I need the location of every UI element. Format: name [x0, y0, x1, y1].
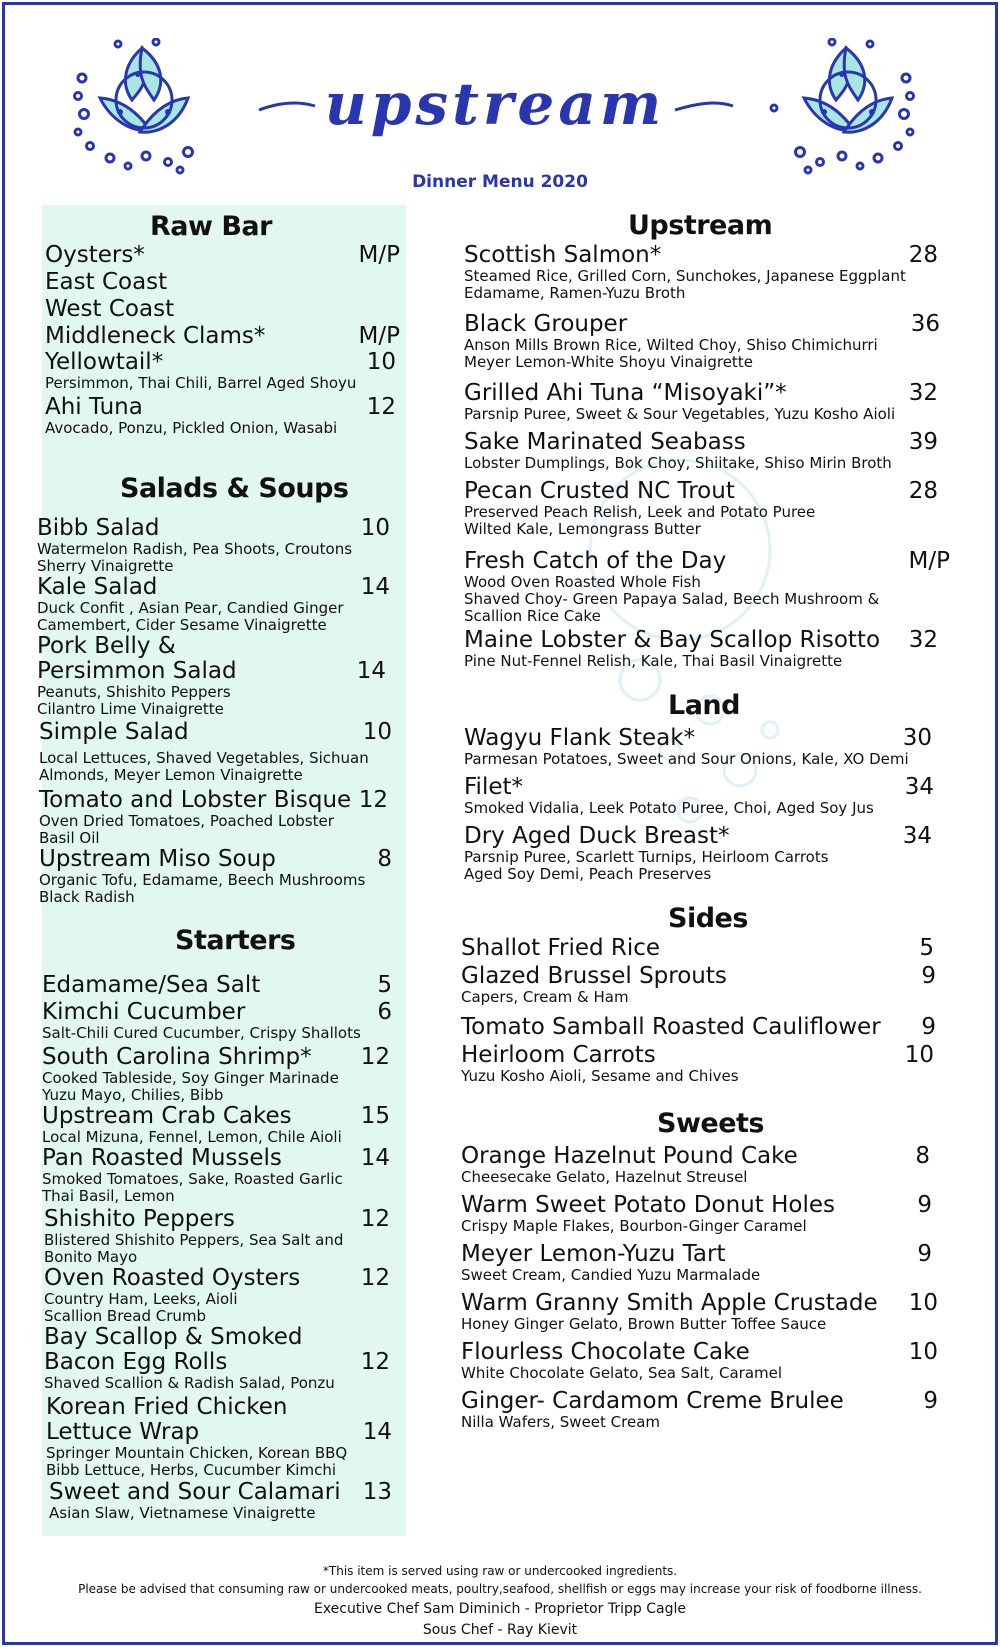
item-name: Glazed Brussel Sprouts — [461, 963, 727, 989]
menu-item — [39, 720, 369, 784]
item-price: 14 — [360, 574, 390, 600]
item-price: 34 — [902, 823, 932, 849]
item-description: Oven Dried Tomatoes, Poached Lobster — [39, 812, 334, 830]
item-name: Heirloom Carrots — [461, 1042, 656, 1068]
menu-item — [45, 324, 265, 349]
item-name: Grilled Ahi Tuna “Misoyaki”* — [464, 380, 787, 406]
item-description: Springer Mountain Chicken, Korean BBQ — [46, 1444, 348, 1462]
item-description: Country Ham, Leeks, Aioli — [44, 1290, 238, 1308]
item-price: 12 — [360, 1044, 390, 1070]
item-price: 5 — [919, 935, 934, 961]
item-name: Upstream Crab Cakes — [42, 1103, 292, 1129]
item-description: Shaved Scallion & Radish Salad, Ponzu — [44, 1374, 335, 1392]
item-price: 8 — [377, 846, 392, 872]
menu-item — [464, 312, 878, 371]
starters-title: Starters — [175, 925, 296, 956]
item-description: Sweet Cream, Candied Yuzu Marmalade — [461, 1266, 761, 1284]
item-name: South Carolina Shrimp* — [42, 1044, 312, 1070]
item-name: Persimmon Salad — [37, 658, 237, 684]
item-price: M/P — [358, 242, 400, 268]
item-price: 6 — [377, 999, 392, 1025]
item-description: Yuzu Mayo, Chilies, Bibb — [42, 1086, 224, 1104]
item-price: 32 — [908, 380, 938, 406]
item-description: Lobster Dumplings, Bok Choy, Shiitake, Shiso Mirin Broth — [464, 454, 892, 472]
menu-item — [46, 1395, 347, 1479]
menu-item — [45, 243, 145, 268]
item-name: Oysters* — [45, 242, 145, 268]
menu-item — [461, 1291, 878, 1333]
item-price: 9 — [923, 1388, 938, 1414]
menu-item — [464, 243, 906, 302]
sides-title: Sides — [668, 903, 748, 934]
item-price: 30 — [902, 725, 932, 751]
menu-item — [464, 479, 815, 538]
menu-item — [37, 516, 352, 575]
item-name: Tomato and Lobster Bisque — [39, 787, 352, 813]
menu-item — [464, 726, 909, 768]
item-name: Tomato Samball Roasted Cauliflower — [461, 1014, 881, 1040]
item-name: East Coast — [45, 269, 168, 295]
item-description: Aged Soy Demi, Peach Preserves — [464, 865, 712, 883]
item-name: Wagyu Flank Steak* — [464, 725, 696, 751]
item-name: Black Grouper — [464, 311, 628, 337]
item-description: Camembert, Cider Sesame Vinaigrette — [37, 616, 327, 634]
item-description: Watermelon Radish, Pea Shoots, Croutons — [37, 540, 353, 558]
item-price: 9 — [921, 963, 936, 989]
item-price: 14 — [356, 658, 386, 684]
item-description: Bibb Lettuce, Herbs, Cucumber Kimchi — [46, 1461, 336, 1479]
item-price: 12 — [366, 394, 396, 420]
menu-subtitle: Dinner Menu 2020 — [412, 172, 588, 192]
item-description: Persimmon, Thai Chili, Barrel Aged Shoyu — [45, 374, 357, 392]
health-advisory: Please be advised that consuming raw or undercooked meats, poultry,seafood, shellfish or eggs may increase your risk of foodborne illness. — [78, 1582, 922, 1596]
item-description: Crispy Maple Flakes, Bourbon-Ginger Caramel — [461, 1217, 807, 1235]
menu-item — [461, 936, 660, 961]
item-name: Bacon Egg Rolls — [44, 1349, 228, 1375]
item-price: 12 — [358, 787, 388, 813]
item-name: Scottish Salmon* — [464, 242, 662, 268]
item-name: Bay Scallop & Smoked — [44, 1324, 303, 1350]
item-name: Shishito Peppers — [44, 1206, 235, 1232]
item-price: 15 — [360, 1103, 390, 1129]
item-price: M/P — [358, 323, 400, 349]
item-name: Dry Aged Duck Breast* — [464, 823, 730, 849]
menu-item — [44, 1266, 300, 1325]
upstream-title: Upstream — [628, 210, 773, 241]
item-description: Salt-Chili Cured Cucumber, Crispy Shallots — [42, 1024, 361, 1042]
item-description: Meyer Lemon-White Shoyu Vinaigrette — [464, 353, 753, 371]
item-description: Wood Oven Roasted Whole Fish — [464, 573, 701, 591]
raw-ingredient-note: *This item is served using raw or undercooked ingredients. — [322, 1564, 678, 1578]
item-name: Warm Sweet Potato Donut Holes — [461, 1192, 835, 1218]
item-description: Basil Oil — [39, 829, 100, 847]
item-price: 8 — [915, 1143, 930, 1169]
item-description: Pine Nut-Fennel Relish, Kale, Thai Basil Vinaigrette — [464, 652, 843, 670]
menu-item — [464, 381, 895, 423]
item-description: Scallion Bread Crumb — [44, 1307, 207, 1325]
menu-item — [44, 1207, 343, 1266]
menu-item — [464, 824, 829, 883]
menu-item — [49, 1480, 341, 1522]
item-name: Middleneck Clams* — [45, 323, 266, 349]
item-name: Shallot Fried Rice — [461, 935, 661, 961]
item-description: Edamame, Ramen-Yuzu Broth — [464, 284, 686, 302]
land-title: Land — [668, 690, 740, 721]
item-name: Pecan Crusted NC Trout — [464, 478, 735, 504]
item-description: Shaved Choy- Green Papaya Salad, Beech Mushroom & — [464, 590, 880, 608]
menu-item — [42, 1146, 343, 1205]
item-description: Parsnip Puree, Sweet & Sour Vegetables, Yuzu Kosho Aioli — [464, 405, 896, 423]
item-price: 32 — [908, 627, 938, 653]
item-name: Bibb Salad — [37, 515, 160, 541]
item-description: Local Mizuna, Fennel, Lemon, Chile Aioli — [42, 1128, 342, 1146]
item-description: Steamed Rice, Grilled Corn, Sunchokes, Japanese Eggplant — [464, 267, 906, 285]
item-name: Korean Fried Chicken — [46, 1394, 288, 1420]
raw-bar-title: Raw Bar — [150, 211, 272, 242]
menu-item — [461, 1144, 798, 1186]
item-name: Kale Salad — [37, 574, 158, 600]
menu-item — [461, 1193, 835, 1235]
menu-item — [45, 270, 167, 295]
item-price: 9 — [921, 1014, 936, 1040]
item-description: Almonds, Meyer Lemon Vinaigrette — [39, 766, 303, 784]
item-name: Simple Salad — [39, 719, 189, 745]
menu-item — [45, 395, 337, 437]
menu-item — [464, 430, 892, 472]
brand-name: upstream — [324, 70, 666, 138]
item-name: Meyer Lemon-Yuzu Tart — [461, 1241, 726, 1267]
menu-item — [461, 1389, 844, 1431]
item-name: Flourless Chocolate Cake — [461, 1339, 750, 1365]
item-price: 10 — [908, 1290, 938, 1316]
menu-item — [461, 1340, 782, 1382]
menu-item — [45, 297, 174, 322]
item-price: 12 — [360, 1265, 390, 1291]
item-description: Blistered Shishito Peppers, Sea Salt and — [44, 1231, 344, 1249]
item-description: Anson Mills Brown Rice, Wilted Choy, Shiso Chimichurri — [464, 336, 878, 354]
item-description: Scallion Rice Cake — [464, 607, 601, 625]
menu-item — [37, 575, 344, 634]
item-description: Local Lettuces, Shaved Vegetables, Sichuan — [39, 749, 369, 767]
item-name: Filet* — [464, 774, 524, 800]
item-price: 10 — [366, 349, 396, 375]
item-name: Oven Roasted Oysters — [44, 1265, 301, 1291]
fish-knot-icon — [768, 38, 918, 178]
item-description: Sherry Vinaigrette — [37, 557, 174, 575]
item-description: Black Radish — [39, 888, 135, 906]
item-name: Orange Hazelnut Pound Cake — [461, 1143, 798, 1169]
menu-item — [464, 628, 880, 670]
sous-chef-credit: Sous Chef - Ray Kievit — [422, 1622, 578, 1638]
item-description: Preserved Peach Relish, Leek and Potato Puree — [464, 503, 816, 521]
item-name: Fresh Catch of the Day — [464, 548, 727, 574]
item-description: Smoked Vidalia, Leek Potato Puree, Choi, Aged Soy Jus — [464, 799, 874, 817]
item-description: Bonito Mayo — [44, 1248, 138, 1266]
item-price: 5 — [377, 972, 392, 998]
item-description: Wilted Kale, Lemongrass Butter — [464, 520, 701, 538]
item-name: Yellowtail* — [45, 349, 164, 375]
item-description: Nilla Wafers, Sweet Cream — [461, 1413, 661, 1431]
menu-item — [461, 1015, 881, 1040]
item-name: Warm Granny Smith Apple Crustade — [461, 1290, 878, 1316]
item-description: Cilantro Lime Vinaigrette — [37, 700, 224, 718]
item-description: Cooked Tableside, Soy Ginger Marinade — [42, 1069, 339, 1087]
item-description: Capers, Cream & Ham — [461, 988, 629, 1006]
menu-item — [42, 1045, 339, 1104]
item-name: Edamame/Sea Salt — [42, 972, 261, 998]
menu-item — [42, 1104, 342, 1146]
item-description: Cheesecake Gelato, Hazelnut Streusel — [461, 1168, 748, 1186]
item-description: Honey Ginger Gelato, Brown Butter Toffee Sauce — [461, 1315, 827, 1333]
menu-item — [37, 634, 237, 718]
menu-item — [44, 1325, 335, 1392]
item-description: Parmesan Potatoes, Sweet and Sour Onions, Kale, XO Demi — [464, 750, 909, 768]
item-name: Upstream Miso Soup — [39, 846, 276, 872]
item-price: 12 — [360, 1349, 390, 1375]
item-description: Asian Slaw, Vietnamese Vinaigrette — [49, 1504, 316, 1522]
item-name: Maine Lobster & Bay Scallop Risotto — [464, 627, 881, 653]
item-name: Lettuce Wrap — [46, 1419, 200, 1445]
salads-soups-title: Salads & Soups — [120, 473, 349, 504]
item-price: 10 — [904, 1042, 934, 1068]
menu-item — [464, 775, 874, 817]
item-price: 10 — [360, 515, 390, 541]
sweets-title: Sweets — [657, 1108, 764, 1139]
item-price: M/P — [908, 548, 950, 574]
item-price: 14 — [362, 1419, 392, 1445]
item-price: 10 — [362, 719, 392, 745]
menu-item — [42, 1000, 361, 1042]
item-description: Smoked Tomatoes, Sake, Roasted Garlic — [42, 1170, 343, 1188]
item-name: Pan Roasted Mussels — [42, 1145, 282, 1171]
item-description: White Chocolate Gelato, Sea Salt, Caramel — [461, 1364, 783, 1382]
item-name: Ahi Tuna — [45, 394, 143, 420]
brand-wordmark — [255, 70, 735, 150]
menu-item — [42, 973, 260, 998]
item-price: 14 — [360, 1145, 390, 1171]
item-name: Sake Marinated Seabass — [464, 429, 746, 455]
chef-credits: Executive Chef Sam Diminich - Proprietor Tripp Cagle — [313, 1601, 686, 1617]
item-price: 34 — [904, 774, 934, 800]
item-name: Kimchi Cucumber — [42, 999, 246, 1025]
item-price: 28 — [908, 242, 938, 268]
item-description: Thai Basil, Lemon — [42, 1187, 175, 1205]
menu-item — [461, 964, 727, 1006]
fish-knot-icon — [70, 38, 220, 178]
item-description: Parsnip Puree, Scarlett Turnips, Heirloom Carrots — [464, 848, 829, 866]
item-price: 10 — [908, 1339, 938, 1365]
item-price: 28 — [908, 478, 938, 504]
menu-item — [45, 350, 356, 392]
item-name: West Coast — [45, 296, 175, 322]
menu-item — [464, 549, 879, 625]
item-name: Sweet and Sour Calamari — [49, 1479, 341, 1505]
item-description: Organic Tofu, Edamame, Beech Mushrooms — [39, 871, 366, 889]
menu-item — [39, 788, 351, 847]
item-price: 12 — [360, 1206, 390, 1232]
item-price: 36 — [910, 311, 940, 337]
item-description: Avocado, Ponzu, Pickled Onion, Wasabi — [45, 419, 338, 437]
item-price: 13 — [362, 1479, 392, 1505]
menu-item — [39, 847, 365, 906]
item-description: Yuzu Kosho Aioli, Sesame and Chives — [461, 1067, 739, 1085]
item-description: Duck Confit , Asian Pear, Candied Ginger — [37, 599, 344, 617]
menu-item — [461, 1242, 760, 1284]
item-price: 39 — [908, 429, 938, 455]
item-name: Ginger- Cardamom Creme Brulee — [461, 1388, 844, 1414]
item-price: 9 — [917, 1192, 932, 1218]
item-price: 9 — [917, 1241, 932, 1267]
item-description: Peanuts, Shishito Peppers — [37, 683, 231, 701]
menu-item — [461, 1043, 739, 1085]
item-name: Pork Belly & — [37, 633, 176, 659]
